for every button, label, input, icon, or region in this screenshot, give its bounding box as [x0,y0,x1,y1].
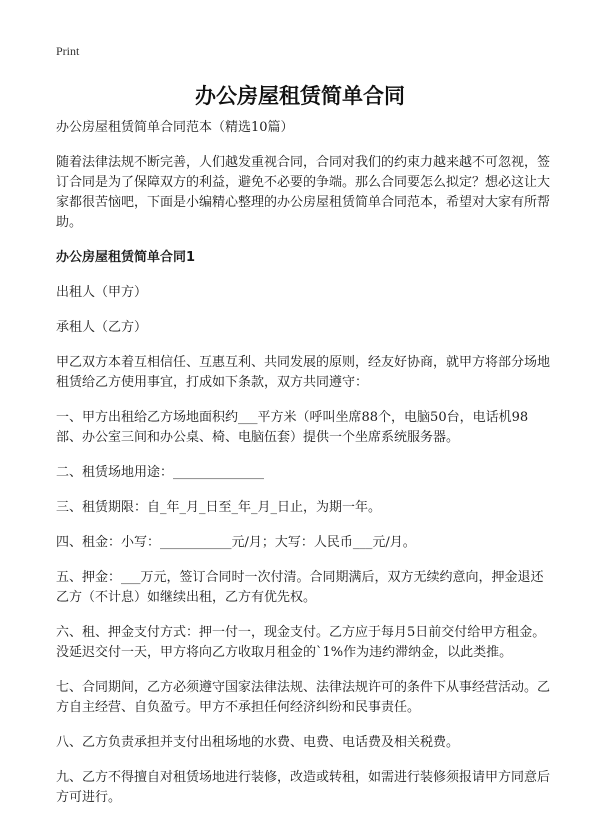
page-title: 办公房屋租赁简单合同 [195,84,405,108]
lessee-line: 承租人（乙方） [56,320,148,335]
clause-6: 六、租、押金支付方式：押一付一，现金支付。乙方应于每月5日前交付给甲方租金。没延迟交付一天，甲方将向乙方收取月租金的`1%作为违约滞纳金，以此类推。 [56,625,546,660]
clause-7: 七、合同期间，乙方必须遵守国家法律法规、法律法规许可的条件下从事经营活动。乙方自主经营、自负盈亏。甲方不承担任何经济纠纷和民事责任。 [56,680,551,715]
clause-8: 八、乙方负责承担并支付出租场地的水费、电费、电话费及相关税费。 [56,735,460,750]
intro-paragraph: 随着法律法规不断完善，人们越发重视合同，合同对我们的约束力越来越不可忽视，签订合同是为了保障双方的利益，避免不必要的争端。那么合同要怎么拟定？想必这让大家都很苦恼吧，下面是小编精心整理的办公房屋租赁简单合同范本，希望对大家有所帮助。 [56,155,551,230]
clause-4: 四、租金：小写：___________元/月；大写：人民币___元/月。 [56,535,416,550]
document-body [56,118,550,823]
section-heading: 办公房屋租赁简单合同1 [56,250,196,265]
clause-3: 三、租赁期限：自_年_月_日至_年_月_日止，为期一年。 [56,500,382,515]
clause-1: 一、甲方出租给乙方场地面积约___平方米（呼叫坐席88个，电脑50台，电话机98部、办公室三间和办公桌、椅、电脑伍套）提供一个坐席系统服务器。 [56,410,529,445]
clause-9: 九、乙方不得擅自对租赁场地进行装修，改造或转租，如需进行装修须报请甲方同意后方可进行。 [56,770,551,805]
print-link[interactable]: Print [56,44,80,58]
clause-5: 五、押金：___万元，签订合同时一次付清。合同期满后，双方无续约意向，押金退还乙方（不计息）如继续出租，乙方有优先权。 [56,570,544,605]
lessor-line: 出租人（甲方） [56,285,148,300]
preamble-paragraph: 甲乙双方本着互相信任、互惠互利、共同发展的原则，经友好协商，就甲方将部分场地租赁给乙方使用事宜，打成如下条款，双方共同遵守： [56,355,551,390]
clause-2: 二、租赁场地用途：______________ [56,465,265,480]
subtitle: 办公房屋租赁简单合同范本（精选10篇） [56,120,294,135]
